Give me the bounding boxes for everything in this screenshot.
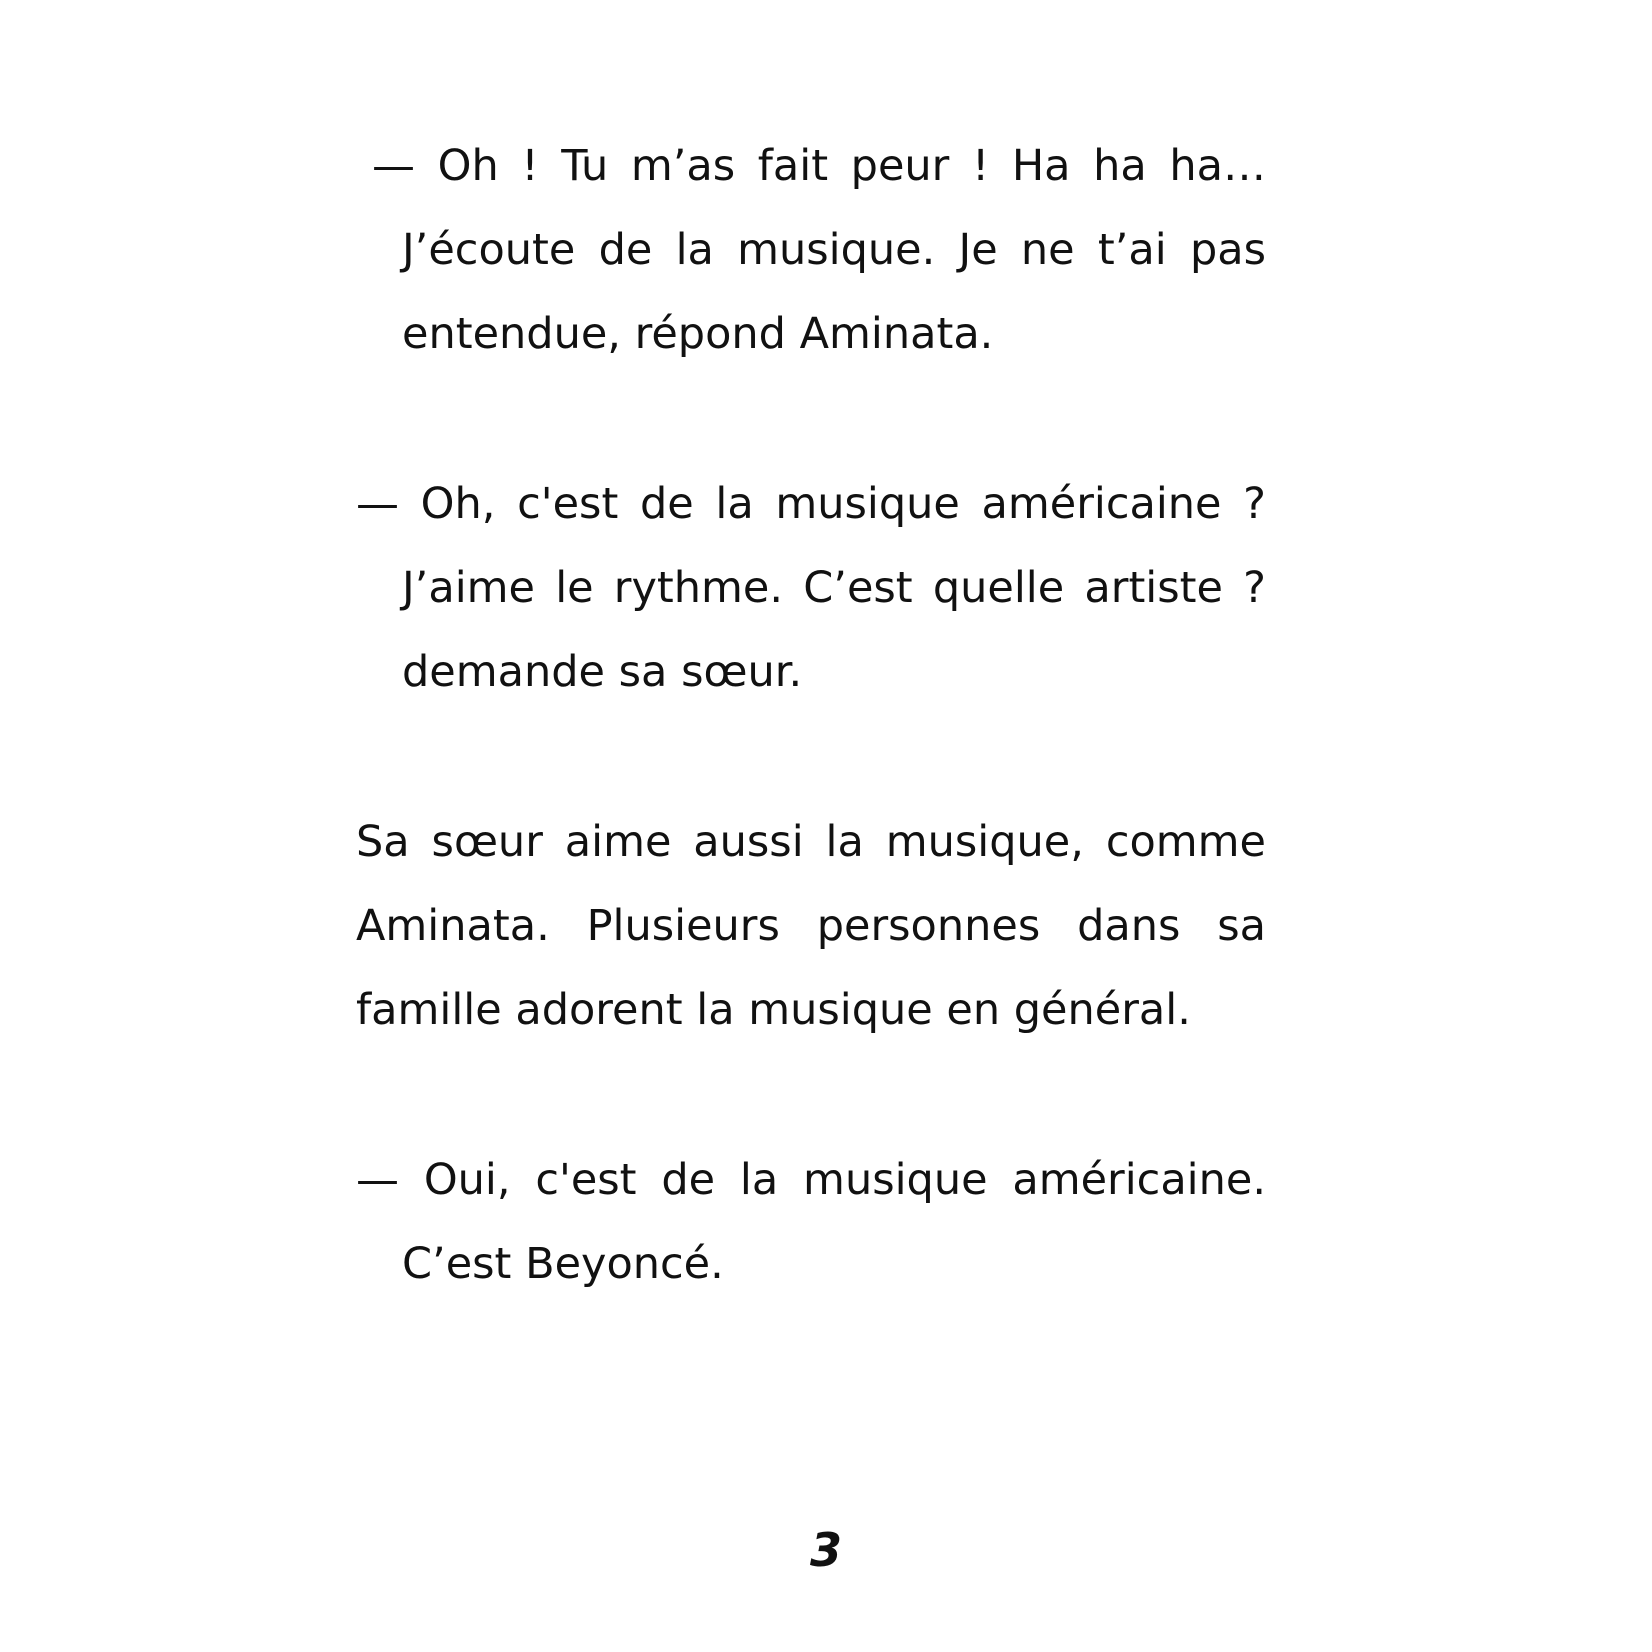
p1-line-3: entendue, répond Aminata. (402, 309, 994, 359)
p4-line-1: — Oui, c'est de la musique américaine. (356, 1155, 1266, 1205)
p3-line-2: Aminata. Plusieurs personnes dans sa (356, 901, 1266, 951)
p1-line-2: J’écoute de la musique. Je ne t’ai pas (402, 225, 1266, 275)
p2-line-1: — Oh, c'est de la musique américaine ? (356, 479, 1266, 529)
p2-line-2: J’aime le rythme. C’est quelle artiste ? (402, 563, 1266, 613)
p4-line-2: C’est Beyoncé. (402, 1239, 724, 1289)
p1-line-1: — Oh ! Tu m’as fait peur ! Ha ha ha… (372, 141, 1266, 191)
p2-line-3: demande sa sœur. (402, 647, 803, 697)
page-number: 3 (809, 1523, 842, 1577)
p3-line-3: famille adorent la musique en général. (356, 985, 1191, 1035)
p3-line-1: Sa sœur aime aussi la musique, comme (356, 817, 1266, 867)
